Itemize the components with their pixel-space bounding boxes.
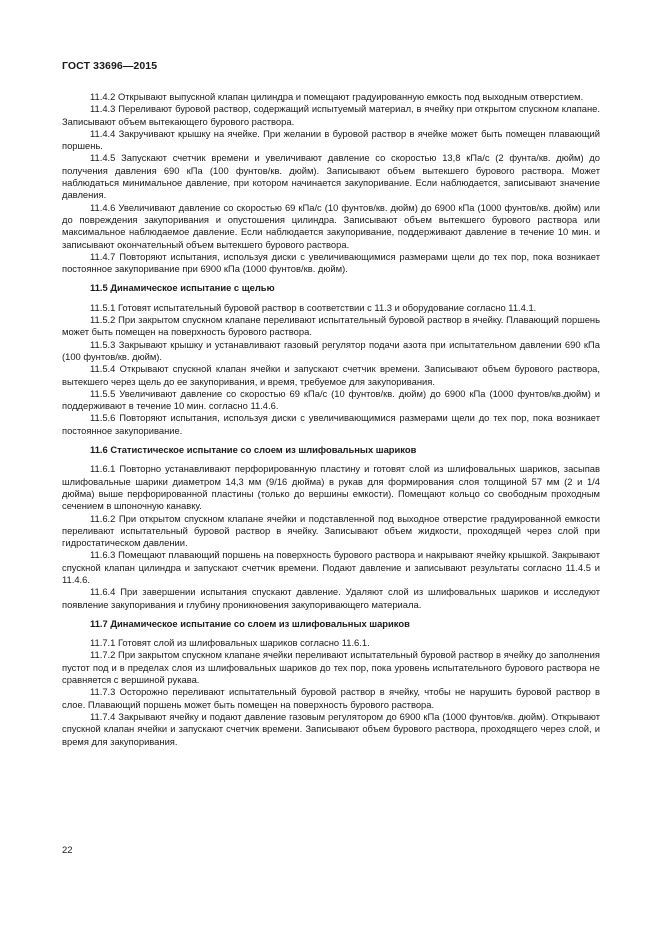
section-heading: 11.5 Динамическое испытание с щелью [90,282,275,294]
paragraph: 11.5.5 Увеличивают давление со скоростью 69 кПа/с (10 фунтов/кв. дюйм) до 6900 кПа (1000 фунтов/кв.дюйм) и поддерживают в течение 10 мин. согласно 11.4.6. [62,387,600,412]
page-number: 22 [62,845,73,856]
paragraph: 11.6.4 При завершении испытания спускают давление. Удаляют слой из шлифовальных шариков и исследуют появление закупоривания и глубину проникновения закупоривающего материала. [62,586,600,610]
paragraph: 11.7.3 Осторожно переливают испытательный буровой раствор в ячейку, чтобы не нарушить буровой раствор в слое. Плавающий поршень может быть помещен на поверхность бурового раствора. [62,686,600,710]
paragraph: 11.5.3 Закрывают крышку и устанавливают газовый регулятор подачи азота при испытательном давлении 690 кПа (100 фунтов/кв. дюйм). [62,338,600,362]
paragraph: 11.4.5 Запускают счетчик времени и увеличивают давление со скоростью 13,8 кПа/с (2 фунта/кв. дюйм) до получения давления 690 кПа (100 фунтов/кв. дюйм). Записывают объем вытекшего бурового раствора. Может наблюдаться минимальное давление, при котором начинается закупоривание. Если наблюдается, записывают значение давления. [62,152,600,201]
paragraph: 11.4.4 Закручивают крышку на ячейке. При желании в буровой раствор в ячейке может быть помещен плавающий поршень. [62,127,600,152]
section-heading: 11.7 Динамическое испытание со слоем из шлифовальных шариков [90,617,410,629]
paragraph: 11.4.7 Повторяют испытания, используя диски с увеличивающимися размерами щели до тех пор, пока возникает постоянное закупоривание при 6900 кПа (1000 фунтов/кв. дюйм). [62,250,600,275]
paragraph: 11.4.6 Увеличивают давление со скоростью 69 кПа/с (10 фунтов/кв. дюйм) до 6900 кПа (1000 фунтов/кв. дюйм) или до повреждения закупоривания и опустошения цилиндра. Записывают объем вытекшего бурового раствора или максимальное наблюдаемое давление. Если наблюдается закупоривание, поддерживают давление в течение 10 мин. и записывают окончательный объем вытекшего бурового раствора. [62,201,600,250]
paragraph: 11.4.2 Открывают выпускной клапан цилиндра и помещают градуированную емкость под выходным отверстием. [90,91,584,102]
document-body [62,91,600,748]
paragraph: 11.6.1 Повторно устанавливают перфорированную пластину и готовят слой из шлифовальных шариков, засыпав шлифовальные шарики диаметром 14,3 мм (9/16 дюйма) в рукав для формирования слоя толщиной 57 мм (2 и 1/4 дюйма) выше перфорированной пластины (только до вершины емкости). Помещают кольцо со свободным проходным сечением в шпоночную канавку. [62,463,600,512]
document-code-header: ГОСТ 33696—2015 [62,60,158,72]
paragraph: 11.4.3 Переливают буровой раствор, содержащий испытуемый материал, в ячейку при открытом спускном клапане. Записывают объем вытекающего бурового раствора. [62,103,600,127]
section-heading: 11.6 Статистическое испытание со слоем из шлифовальных шариков [90,444,417,456]
paragraph: 11.7.4 Закрывают ячейку и подают давление газовым регулятором до 6900 кПа (1000 фунтов/кв. дюйм). Открывают спускной клапан ячейки и запускают счетчик времени. Записывают объем бурового раствора, проходящего через слой, и время для закупоривания. [62,710,600,747]
paragraph: 11.5.2 При закрытом спускном клапане переливают испытательный буровой раствор в ячейку. Плавающий поршень может быть помещен на поверхность бурового раствора. [62,314,600,338]
paragraph: 11.6.3 Помещают плавающий поршень на поверхность бурового раствора и накрывают ячейку крышкой. Закрывают спускной клапан цилиндра и запускают счетчик времени. Подают давление и записывают результаты согласно 11.4.5 и 11.4.6. [62,549,600,585]
paragraph: 11.6.2 При открытом спускном клапане ячейки и подставленной под выходное отверстие градуированной емкости переливают испытательный буровой раствор в ячейку. Записывают объем жидкости, проходящей через слой при гидростатическом давлении. [62,512,600,549]
paragraph: 11.5.1 Готовят испытательный буровой раствор в соответствии с 11.3 и оборудование согласно 11.4.1. [90,301,537,313]
paragraph: 11.5.4 Открывают спускной клапан ячейки и запускают счетчик времени. Записывают объем бурового раствора, вытекшего через щель до ее закупоривания, и время, требуемое для закупоривания. [62,363,600,387]
paragraph: 11.7.2 При закрытом спускном клапане ячейки переливают испытательный буровой раствор в ячейку до заполнения пустот под и в пределах слоя из шлифовальных шариков до тех пор, пока уровень испытательного бурового раствора не сравняется с вершиной рукава. [62,649,600,686]
paragraph: 11.5.6 Повторяют испытания, используя диски с увеличивающимися размерами щели до тех пор, пока возникает постоянное закупоривание. [62,412,600,436]
paragraph: 11.7.1 Готовят слой из шлифовальных шариков согласно 11.6.1. [90,637,370,649]
